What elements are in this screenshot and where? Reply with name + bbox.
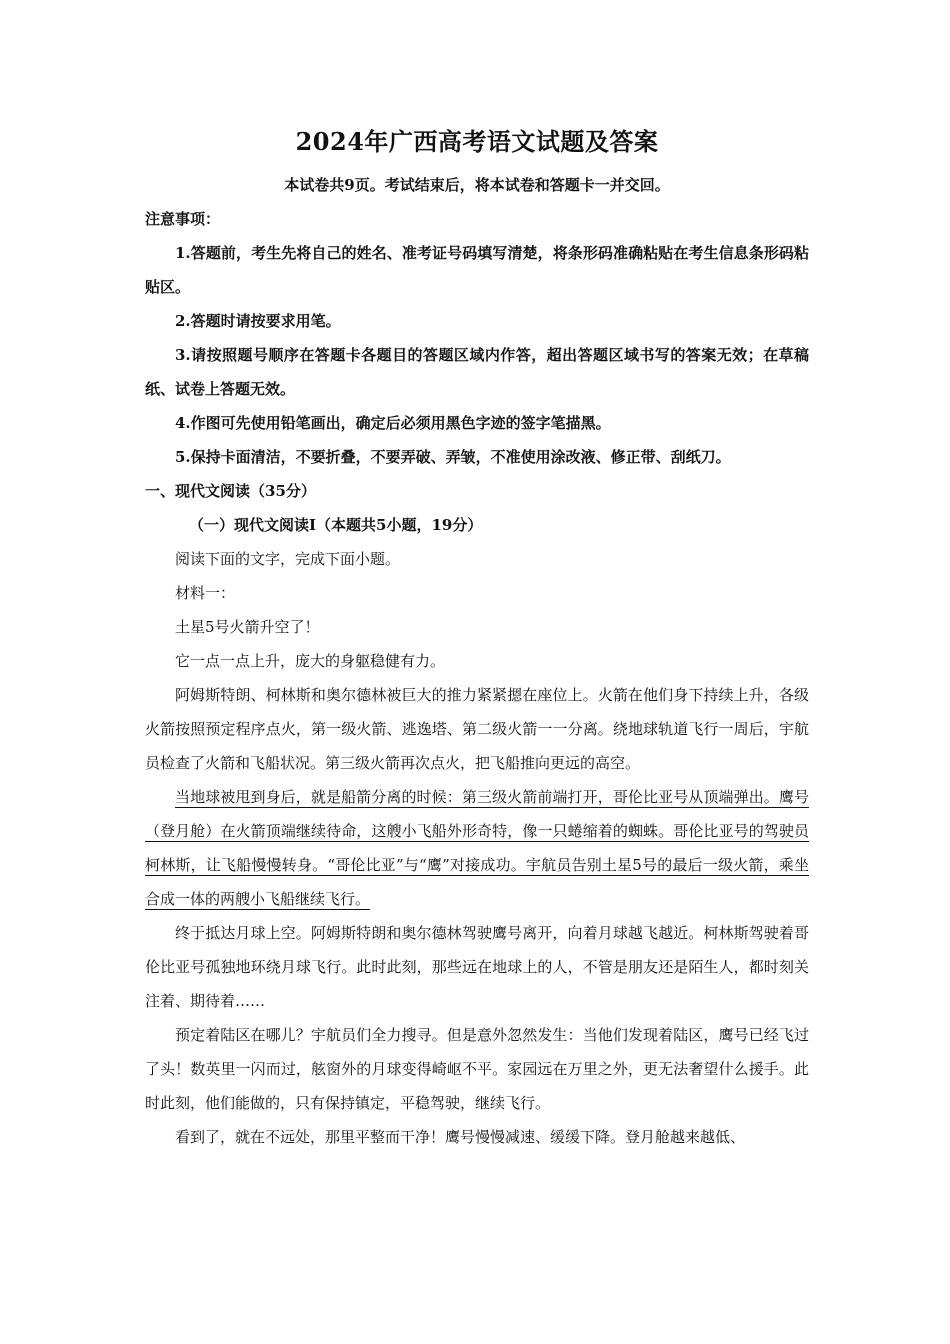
notice-item-2: 2.答题时请按要求用笔。 bbox=[175, 312, 341, 330]
passage-paragraph-5: 终于抵达月球上空。阿姆斯特朗和奥尔德林驾驶鹰号离开，向着月球越飞越近。柯林斯驾驶着哥伦比亚号孤独地环绕月球飞行。此时此刻，那些远在地球上的人，不管是朋友还是陌生人，都时刻关注着、期待着…… bbox=[145, 924, 809, 1010]
page-title: 2024年广西高考语文试题及答案 bbox=[295, 127, 659, 156]
subsection-heading: （一）现代文阅读Ⅰ（本题共5小题，19分） bbox=[189, 516, 483, 534]
material-label: 材料一： bbox=[175, 584, 236, 602]
notice-label: 注意事项： bbox=[145, 210, 221, 228]
notice-item-4: 4.作图可先使用铅笔画出，确定后必须用黑色字迹的签字笔描黑。 bbox=[175, 414, 611, 432]
section-heading: 一、现代文阅读（35分） bbox=[145, 482, 316, 500]
reading-instruction: 阅读下面的文字，完成下面小题。 bbox=[175, 550, 401, 568]
notice-item-3: 3.请按照题号顺序在答题卡各题目的答题区域内作答，超出答题区域书写的答案无效；在草稿纸、试卷上答题无效。 bbox=[145, 346, 809, 398]
exam-subtitle: 本试卷共9页。考试结束后，将本试卷和答题卡一并交回。 bbox=[284, 176, 670, 194]
exam-page bbox=[145, 122, 809, 1154]
passage-paragraph-1: 土星5号火箭升空了！ bbox=[175, 618, 320, 636]
passage-paragraph-2: 它一点一点上升，庞大的身躯稳健有力。 bbox=[175, 652, 446, 670]
passage-paragraph-6: 预定着陆区在哪儿？宇航员们全力搜寻。但是意外忽然发生：当他们发现着陆区，鹰号已经飞过了头！数英里一闪而过，舷窗外的月球变得崎岖不平。家园远在万里之外，更无法奢望什么援手。此时此刻，他们能做的，只有保持镇定，平稳驾驶，继续飞行。 bbox=[145, 1026, 809, 1112]
passage-paragraph-7: 看到了，就在不远处，那里平整而干净！鹰号慢慢减速、缓缓下降。登月舱越来越低、 bbox=[175, 1128, 746, 1146]
notice-item-1: 1.答题前，考生先将自己的姓名、准考证号码填写清楚，将条形码准确粘贴在考生信息条形码粘贴区。 bbox=[145, 244, 809, 296]
passage-paragraph-4-underlined bbox=[145, 780, 809, 916]
underlined-passage: 当地球被甩到身后，就是船箭分离的时候：第三级火箭前端打开，哥伦比亚号从顶端弹出。鹰号（登月舱）在火箭顶端继续待命，这艘小飞船外形奇特，像一只蜷缩着的蜘蛛。哥伦比亚号的驾驶员柯林斯，让飞船慢慢转身。“哥伦比亚”与“鹰”对接成功。宇航员告别土星5号的最后一级火箭，乘坐合成一体的两艘小飞船继续飞行。 bbox=[145, 788, 809, 908]
notice-item-5: 5.保持卡面清洁，不要折叠，不要弄破、弄皱，不准使用涂改液、修正带、刮纸刀。 bbox=[175, 448, 731, 466]
passage-paragraph-3: 阿姆斯特朗、柯林斯和奥尔德林被巨大的推力紧紧摁在座位上。火箭在他们身下持续上升，各级火箭按照预定程序点火，第一级火箭、逃逸塔、第二级火箭一一分离。绕地球轨道飞行一周后，宇航员检查了火箭和飞船状况。第三级火箭再次点火，把飞船推向更远的高空。 bbox=[145, 686, 809, 772]
